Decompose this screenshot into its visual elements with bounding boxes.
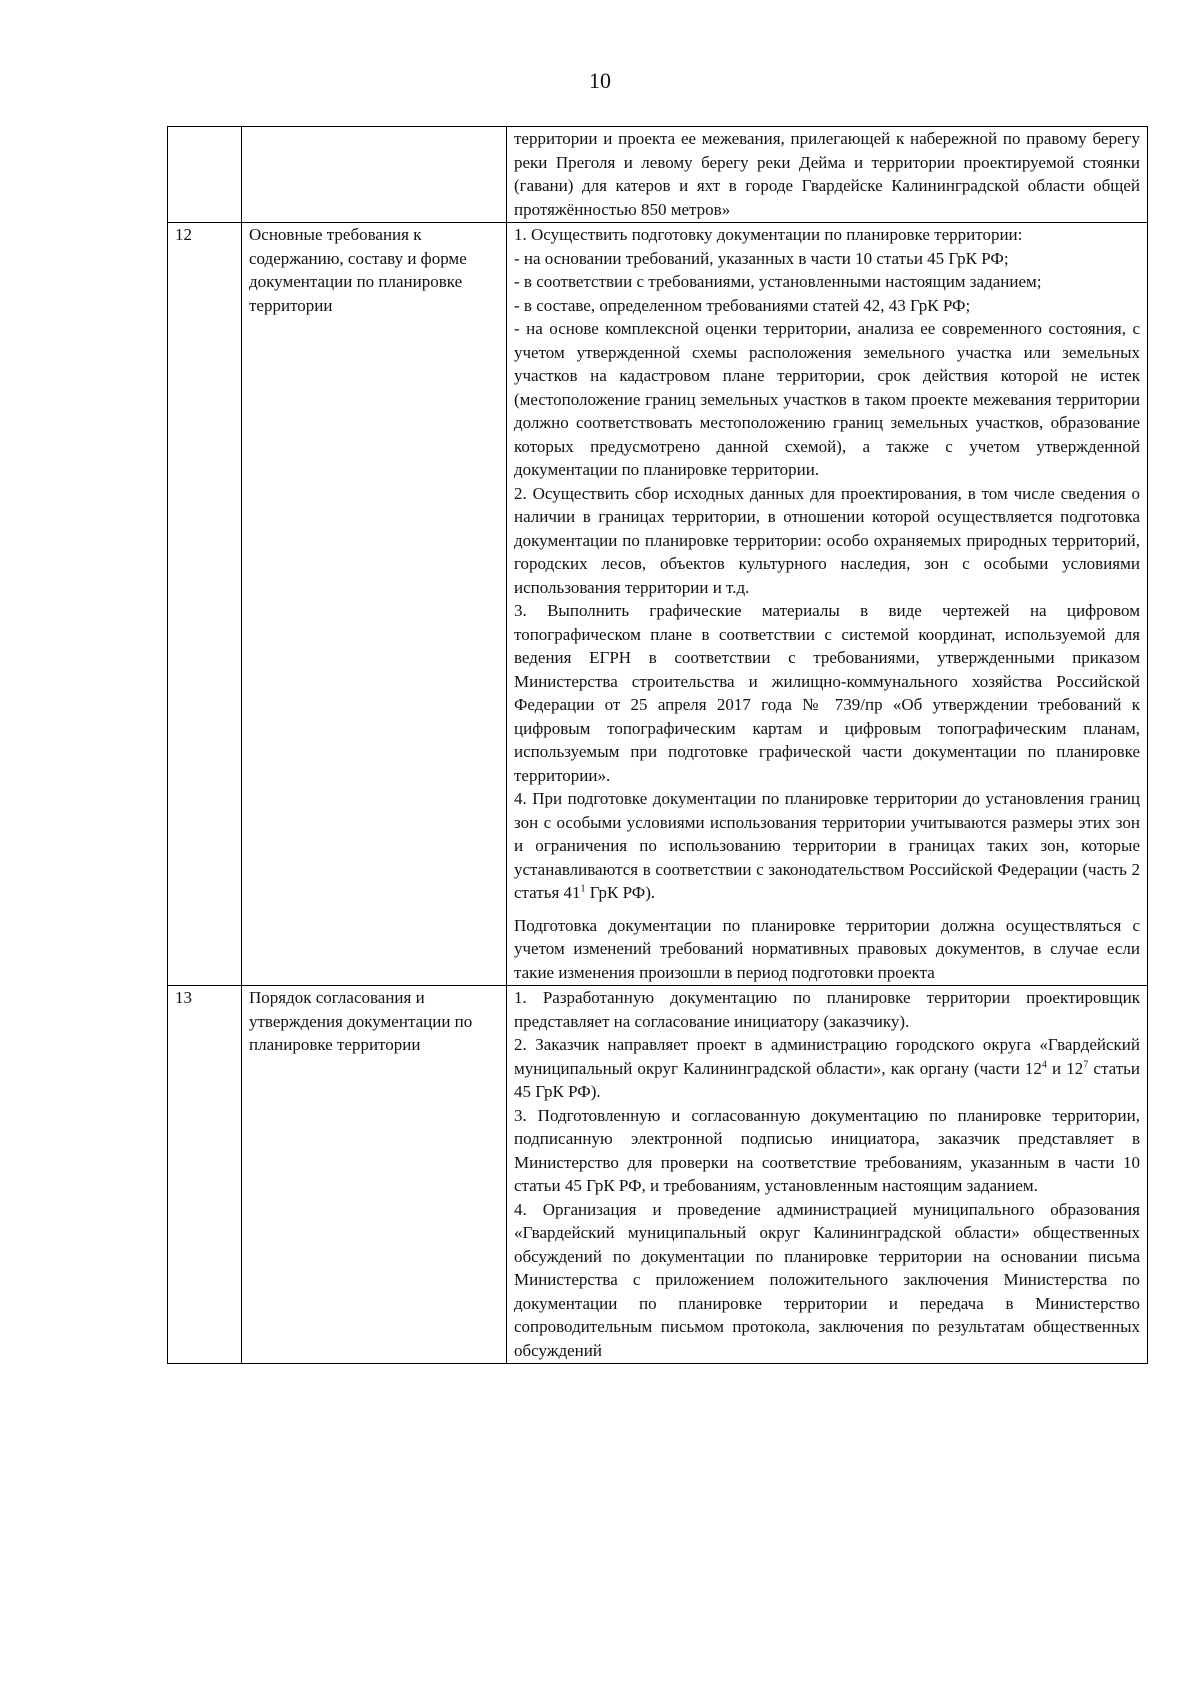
paragraph: Подготовка документации по планировке территории должна осуществляться с учетом изменений требований нормативных правовых документов, в случае если такие изменения произошли в период подготовки проекта	[514, 915, 1140, 982]
table-row	[168, 127, 1148, 223]
superscript: 4	[1041, 1058, 1047, 1070]
paragraph: - на основании требований, указанных в части 10 статьи 45 ГрК РФ;	[514, 248, 1009, 268]
paragraph-text: 2. Заказчик направляет проект в администрацию городского округа «Гвардейский муниципальный округ Калининградской области», как органу (части 12	[514, 1035, 1140, 1078]
paragraph-text: статьи 45 ГрК РФ).	[514, 1058, 1140, 1101]
row-number: 12	[168, 223, 242, 986]
paragraph-text: 4. При подготовке документации по планировке территории до установления границ зон с особыми условиями использования территории учитываются размеры этих зон и ограничения по использованию территории в границах таких зон, которые устанавливаются в соответствии с законодательством Российской Федерации (часть 2 статья 41	[514, 789, 1140, 902]
superscript: 1	[580, 883, 586, 895]
row-content	[507, 127, 1148, 223]
paragraph: 1. Разработанную документацию по планировке территории проектировщик представляет на согласование инициатору (заказчику).	[514, 988, 1140, 1031]
superscript: 7	[1083, 1058, 1089, 1070]
paragraph: - в составе, определенном требованиями статей 42, 43 ГрК РФ;	[514, 295, 971, 315]
row-title: Основные требования к содержанию, составу и форме документации по планировке территории	[242, 223, 507, 986]
paragraph: - в соответствии с требованиями, установленными настоящим заданием;	[514, 272, 1042, 291]
row-title	[242, 127, 507, 223]
table-row	[168, 986, 1148, 1364]
row-number	[168, 127, 242, 223]
page-number: 10	[589, 68, 611, 93]
row-content	[507, 223, 1148, 986]
paragraph-text: ГрК РФ).	[585, 883, 656, 902]
paragraph	[514, 1033, 1140, 1104]
row-title: Порядок согласования и утверждения документации по планировке территории	[242, 986, 507, 1364]
paragraph: 1. Осуществить подготовку документации по планировке территории:	[514, 225, 1023, 244]
paragraph: - на основе комплексной оценки территории, анализа ее современного состояния, с учетом утвержденной схемы расположения земельного участка или земельных участков на кадастровом плане территории, срок действия которой не истек (местоположение границ земельных участков в таком проекте межевания территории должно соответствовать местоположению границ земельных участков, образование которых предусмотрено данной схемой), а также с учетом утвержденной документации по планировке территории.	[514, 319, 1140, 479]
paragraph	[514, 787, 1140, 905]
requirements-table	[167, 126, 1148, 1364]
row-content	[507, 986, 1148, 1364]
paragraph: 3. Выполнить графические материалы в виде чертежей на цифровом топографическом плане в соответствии с системой координат, используемой для ведения ЕГРН в соответствии с требованиями, утвержденными приказом Министерства строительства и жилищно-коммунального хозяйства Российской Федерации от 25 апреля 2017 года № 739/пр «Об утверждении требований к цифровым топографическим картам и цифровым топографическим планам, используемым при подготовке графической части документации по планировке территории».	[514, 601, 1140, 785]
row-number: 13	[168, 986, 242, 1364]
table-row	[168, 223, 1148, 986]
paragraph: 3. Подготовленную и согласованную документацию по планировке территории, подписанную электронной подписью инициатора, заказчик представляет в Министерство для проверки на соответствие требованиям, указанным в части 10 статьи 45 ГрК РФ, и требованиям, установленным настоящим заданием.	[514, 1105, 1140, 1195]
paragraph: 4. Организация и проведение администрацией муниципального образования «Гвардейский муниципальный округ Калининградской области» общественных обсуждений по документации по планировке территории на основании письма Министерства с приложением положительного заключения Министерства по документации по планировке территории и передача в Министерство сопроводительным письмом протокола, заключения по результатам общественных обсуждений	[514, 1199, 1140, 1360]
paragraph: 2. Осуществить сбор исходных данных для проектирования, в том числе сведения о наличии в границах территории, в отношении которой осуществляется подготовка документации по планировке территории: особо охраняемых природных территорий, городских лесов, объектов культурного наследия, зон с особыми условиями использования территории и т.д.	[514, 483, 1140, 597]
paragraph-text: и 12	[1046, 1058, 1084, 1078]
paragraph: территории и проекта ее межевания, прилегающей к набережной по правому берегу реки Преголя и левому берегу реки Дейма и территории проектируемой стоянки (гавани) для катеров и яхт в городе Гвардейске Калининградской области общей протяжённостью 850 метров»	[514, 129, 1140, 219]
